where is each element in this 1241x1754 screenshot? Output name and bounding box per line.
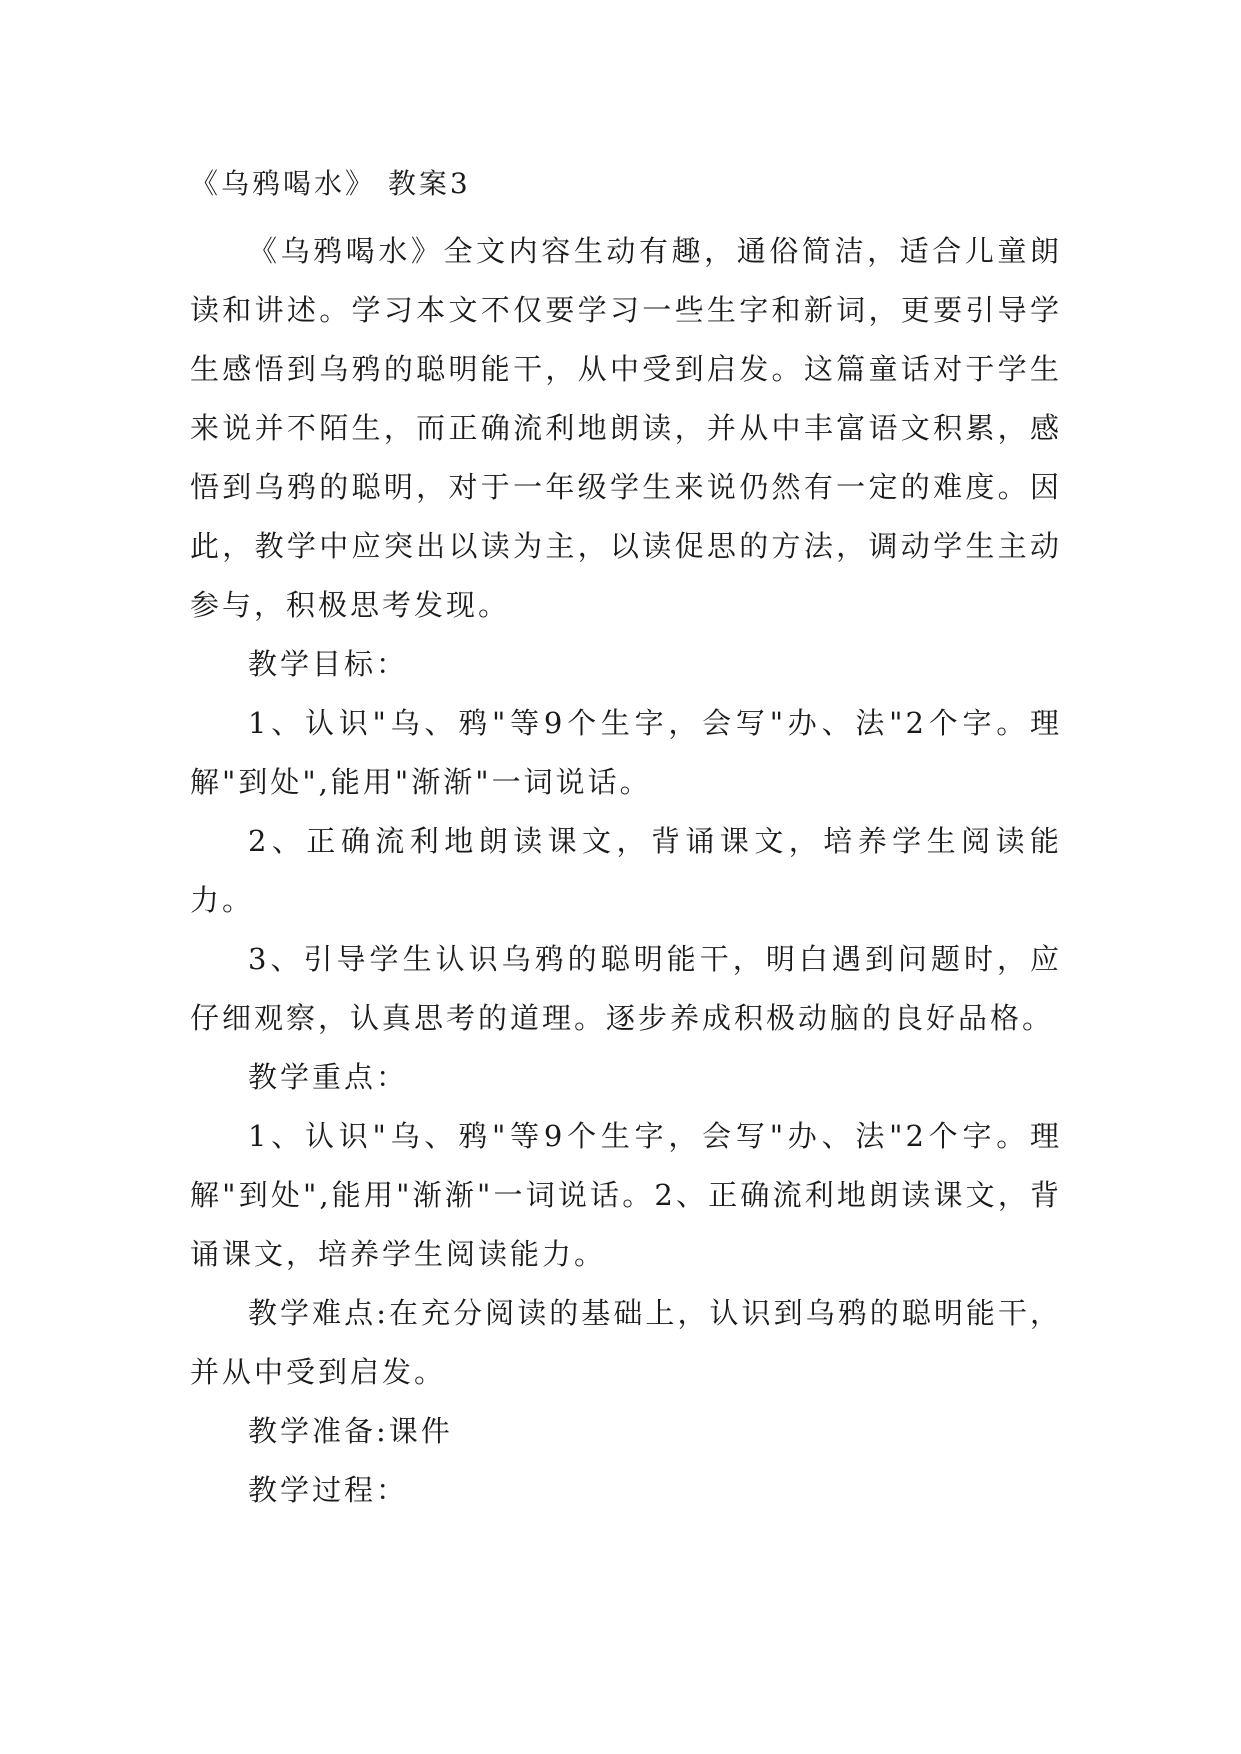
document-title: 《乌鸦喝水》 教案3 (190, 167, 471, 200)
objectives-heading: 教学目标： (248, 647, 409, 681)
process-heading: 教学过程： (248, 1473, 409, 1507)
objective-item-1: 1、认识"乌、鸦"等9个生字，会写"办、法"2个字。理解"到处",能用"渐渐"一词说话。 (190, 706, 1062, 799)
document-body (190, 222, 1062, 1520)
objective-item-2: 2、正确流利地朗读课文，背诵课文，培养学生阅读能力。 (190, 824, 1062, 917)
difficulty-paragraph: 教学难点:在充分阅读的基础上，认识到乌鸦的聪明能干，并从中受到启发。 (190, 1296, 1062, 1389)
preparation-paragraph: 教学准备:课件 (248, 1414, 453, 1448)
objective-item-3: 3、引导学生认识乌鸦的聪明能干，明白遇到问题时，应仔细观察，认真思考的道理。逐步养成积极动脑的良好品格。 (190, 942, 1062, 1035)
key-points-heading: 教学重点： (248, 1060, 409, 1094)
key-points-item: 1、认识"乌、鸦"等9个生字，会写"办、法"2个字。理解"到处",能用"渐渐"一词说话。2、正确流利地朗读课文，背诵课文，培养学生阅读能力。 (190, 1119, 1062, 1271)
intro-paragraph: 《乌鸦喝水》全文内容生动有趣，通俗简洁，适合儿童朗读和讲述。学习本文不仅要学习一些生字和新词，更要引导学生感悟到乌鸦的聪明能干，从中受到启发。这篇童话对于学生来说并不陌生，而正确流利地朗读，并从中丰富语文积累，感悟到乌鸦的聪明，对于一年级学生来说仍然有一定的难度。因此，教学中应突出以读为主，以读促思的方法，调动学生主动参与，积极思考发现。 (190, 234, 1062, 622)
